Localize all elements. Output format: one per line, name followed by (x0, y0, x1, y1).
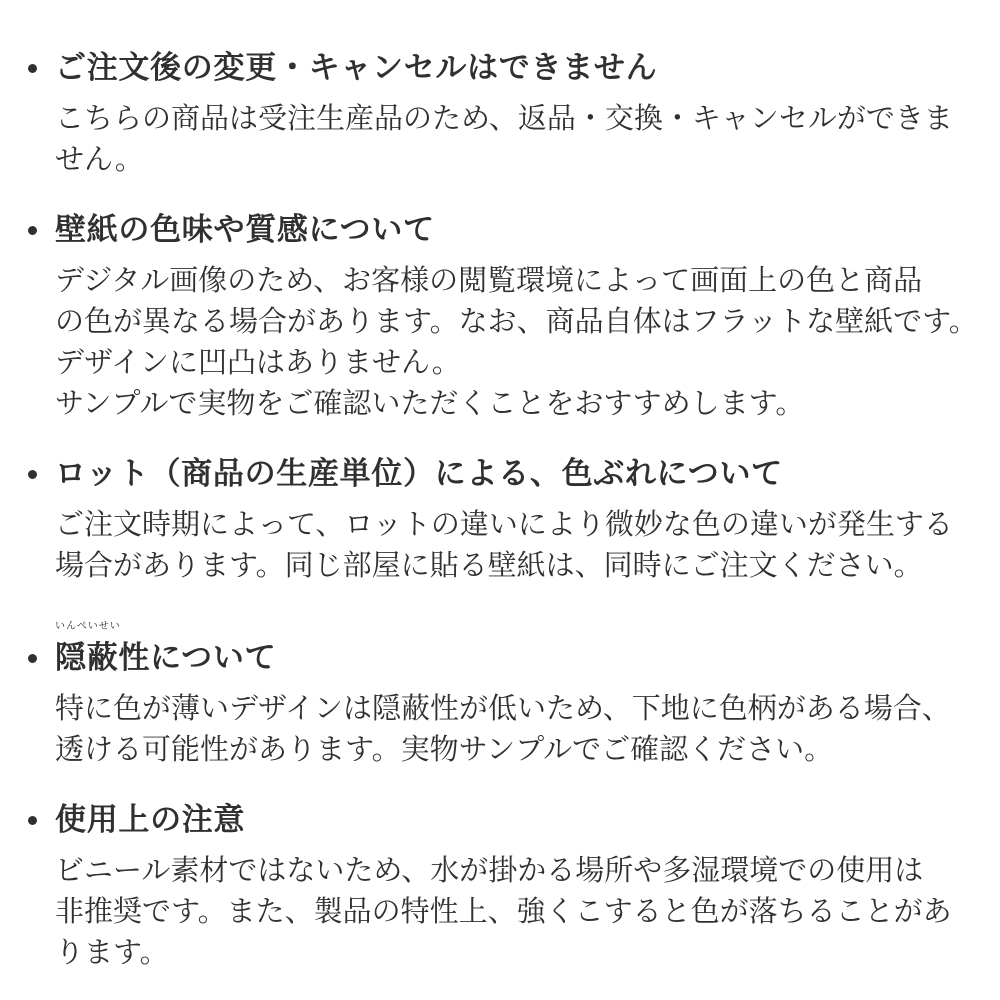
body-line: ビニール素材ではないため、水が掛かる場所や多湿環境での使用は (55, 855, 924, 887)
section-heading (55, 48, 1000, 88)
section-body (55, 99, 1000, 181)
section-color-texture (0, 210, 1000, 425)
body-line: デジタル画像のため、お客様の閲覧環境によって画面上の色と商品 (55, 265, 923, 297)
body-line: サンプルで実物をご確認いただくことをおすすめします。 (55, 388, 805, 420)
section-body (55, 505, 1000, 587)
section-body (55, 261, 1000, 425)
bullet-icon (28, 816, 37, 825)
section-body (55, 851, 1000, 974)
section-heading (55, 800, 1000, 840)
body-line: 場合があります。同じ部屋に貼る壁紙は、同時にご注文ください。 (55, 550, 923, 582)
section-heading (55, 638, 1000, 678)
furigana-label: いんぺいせい (55, 621, 121, 632)
section-lot-color-variation (0, 454, 1000, 587)
section-body (55, 689, 1000, 771)
body-line: 特に色が薄いデザインは隠蔽性が低いため、下地に色柄がある場合、 (55, 693, 951, 725)
section-heading (55, 210, 1000, 250)
body-line: ご注文時期によって、ロットの違いにより微妙な色の違いが発生する (55, 509, 953, 541)
body-line: 透ける可能性があります。実物サンプルでご確認ください。 (55, 734, 834, 766)
section-usage-notes (0, 800, 1000, 974)
section-heading-text: 使用上の注意 (55, 802, 246, 837)
section-opacity (0, 616, 1000, 771)
section-heading-text: ロット（商品の生産単位）による、色ぶれについて (55, 456, 783, 491)
body-line: こちらの商品は受注生産品のため、返品・交換・キャンセルができま (55, 103, 953, 135)
section-heading-text: 隠蔽性について (55, 640, 277, 675)
section-heading-text: ご注文後の変更・キャンセルはできません (55, 50, 658, 85)
section-heading (55, 454, 1000, 494)
bullet-icon (28, 64, 37, 73)
body-line: せん。 (55, 144, 144, 176)
section-heading-text: 壁紙の色味や質感について (55, 212, 435, 247)
section-order-cancel (0, 48, 1000, 181)
bullet-icon (28, 226, 37, 235)
body-line: デザインに凹凸はありません。 (55, 347, 461, 379)
bullet-icon (28, 654, 37, 663)
body-line: ります。 (55, 937, 169, 969)
body-line: 非推奨です。また、製品の特性上、強くこすると色が落ちることがあ (55, 896, 952, 928)
bullet-icon (28, 470, 37, 479)
body-line: の色が異なる場合があります。なお、商品自体はフラットな壁紙です。 (55, 306, 978, 338)
